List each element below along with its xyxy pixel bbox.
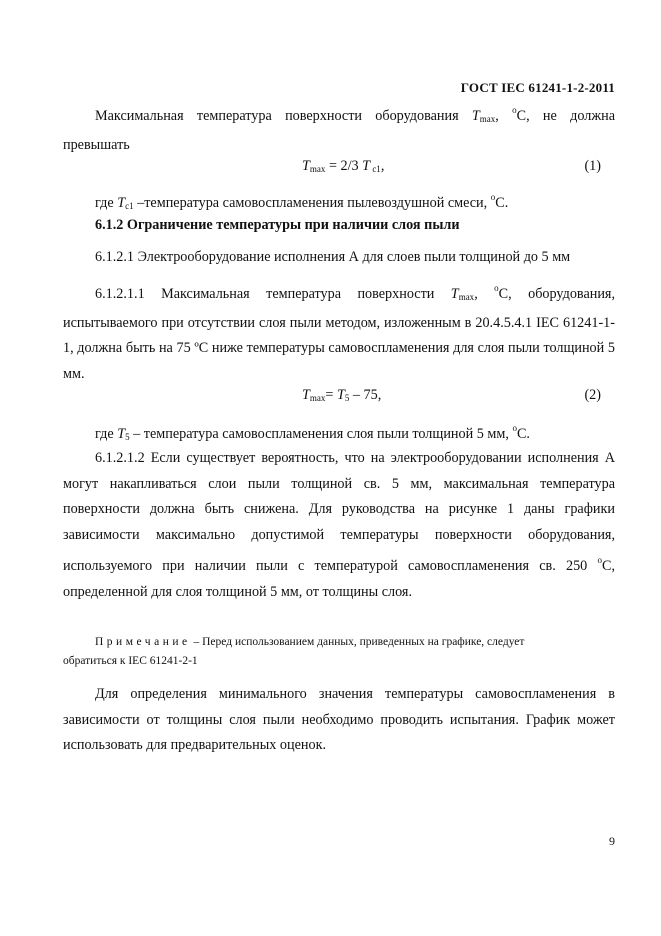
subscript: c1 (370, 164, 381, 174)
var-t: T (302, 158, 310, 174)
text: где (95, 426, 118, 442)
text: 6.1.2.1.1 Максимальная температура поверхности (95, 286, 451, 302)
text: С. (516, 426, 530, 442)
subscript: max (309, 393, 326, 403)
text: = (325, 387, 337, 403)
text: = 2/3 (325, 158, 363, 174)
paragraph-6-1-2-1: 6.1.2.1 Электрооборудование исполнения А для слоев пыли толщиной до 5 мм (95, 249, 571, 265)
note-label: Примечание (95, 636, 191, 648)
equation-2 (63, 387, 615, 409)
var-t: T (302, 387, 310, 403)
subscript: max (309, 164, 326, 174)
var-t: T (450, 286, 459, 302)
text: – температура самовоспламенения слоя пыли толщиной 5 мм, (129, 426, 513, 442)
text: С. (495, 195, 509, 211)
subscript: c1 (125, 201, 134, 211)
document-header: ГОСТ IEC 61241-1-2-2011 (460, 80, 615, 95)
text: С, оборудования, испытываемого при отсутствии слоя пыли методом, изложенным в 20.4.5.4.1 IEC 61241-1-1, должна быть на 75 ºС ниже температуры самовоспламенения для слоя пыли толщиной 5 мм. (63, 286, 616, 382)
text: , (474, 286, 495, 302)
equation-number: (1) (584, 158, 601, 174)
text: , (495, 108, 513, 124)
paragraph-tc1-definition (63, 185, 615, 220)
subscript: max (458, 292, 475, 302)
paragraph-6-1-2-1-1 (63, 276, 615, 387)
var-t: T (471, 108, 480, 124)
text: С, не должна превышать (63, 108, 616, 153)
var-t: T (362, 158, 371, 174)
subscript: max (479, 114, 496, 124)
var-t: T (336, 387, 345, 403)
paragraph-6-1-2-1-2 (63, 446, 615, 605)
paragraph-max-surface-temp (63, 98, 615, 158)
equation-number: (2) (584, 387, 601, 403)
text: где (95, 195, 118, 211)
subscript: 5 (344, 393, 350, 403)
text: –температура самовоспламенения пылевоздушной смеси, (133, 195, 491, 211)
text: 6.1.2.1.2 Если существует вероятность, что на электрооборудовании исполнения А могут накапливаться слои пыли толщиной св. 5 мм, максимальная температура поверхности должна быть снижена. Для руководства на рисунке 1 даны графики зависимости максимально допустимой температуры поверхности оборудования, используемого при наличии пыли с температурой самовоспламенения св. 250 (63, 450, 615, 574)
text: , (380, 158, 385, 174)
degree-sign: o (597, 555, 602, 565)
text: – 75, (349, 387, 382, 403)
paragraph-testing: Для определения минимального значения температуры самовоспламенения в зависимости от толщины слоя пыли необходимо проводить испытания. График может использовать для предварительных оценок. (63, 686, 615, 753)
equation-1 (63, 158, 615, 180)
degree-sign: o (512, 105, 517, 115)
var-t: T (117, 426, 126, 442)
note-text: – Перед использованием данных, приведенных на графике, следует (190, 636, 525, 648)
formula (302, 158, 384, 175)
degree-sign: o (490, 192, 496, 202)
formula (302, 387, 381, 404)
page-number: 9 (609, 834, 615, 848)
note-line-1 (95, 632, 615, 652)
subscript: 5 (125, 432, 130, 442)
degree-sign: o (494, 283, 499, 293)
note-line-2: обратиться к IEC 61241-2-1 (63, 655, 198, 667)
degree-sign: o (512, 423, 517, 433)
text: Максимальная температура поверхности оборудования (95, 108, 472, 124)
text: С, определенной для слоя толщиной 5 мм, от толщины слоя. (63, 558, 615, 600)
var-t: T (117, 195, 126, 211)
section-heading: 6.1.2 Ограничение температуры при наличии слоя пыли (95, 217, 460, 233)
